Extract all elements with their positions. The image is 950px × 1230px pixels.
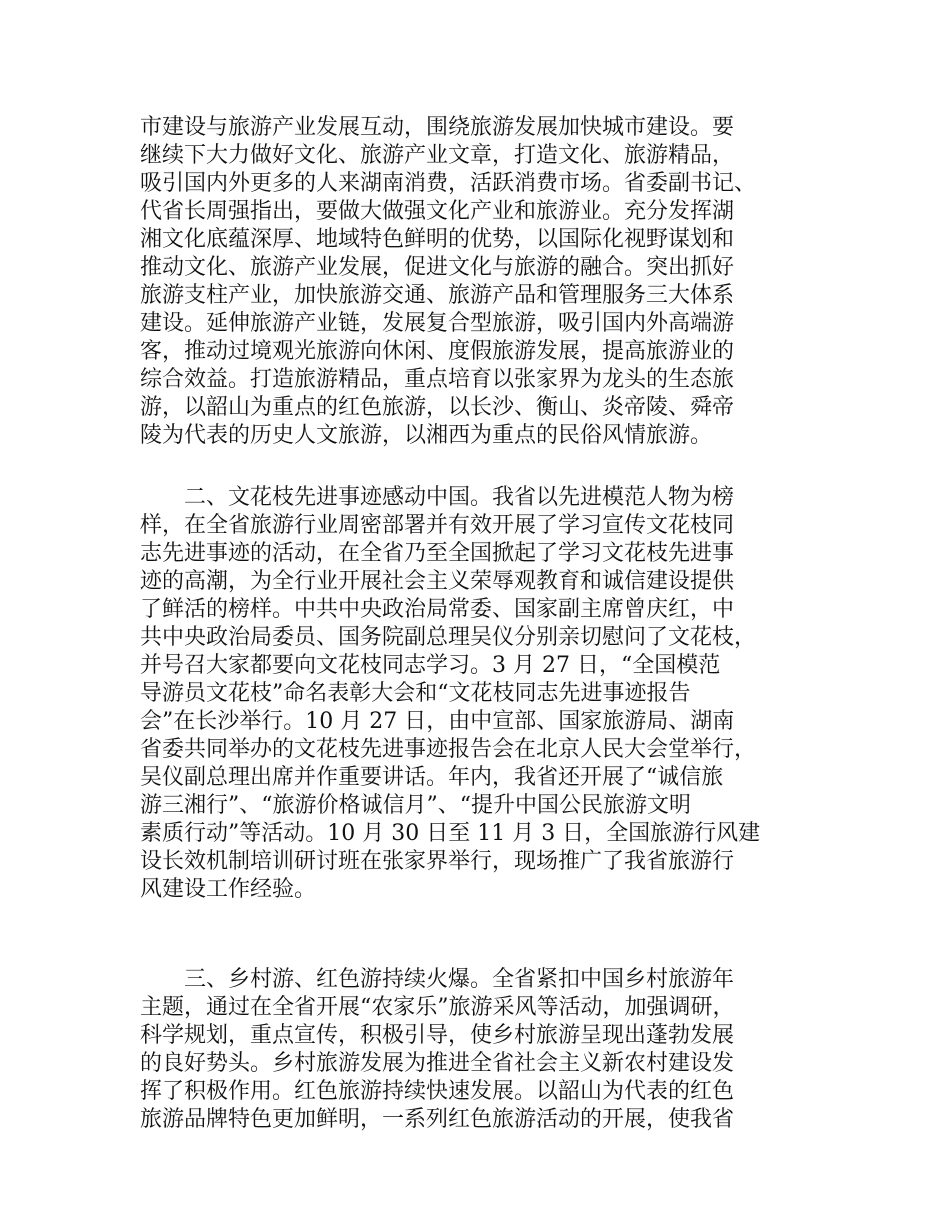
text-line: 挥了积极作用。红色旅游持续快速发展。以韶山为代表的红色	[140, 1079, 735, 1104]
text-line: 的良好势头。乡村旅游发展为推进全省社会主义新农村建设发	[140, 1051, 735, 1076]
text-line: 游三湘行”、“旅游价格诚信月”、“提升中国公民旅游文明	[140, 793, 691, 818]
text-line: 素质行动”等活动。10 月 30 日至 11 月 3 日，全国旅游行风建	[140, 821, 761, 846]
text-line: 综合效益。打造旅游精品，重点培育以张家界为龙头的生态旅	[140, 367, 735, 392]
text-line: 旅游品牌特色更加鲜明，一系列红色旅游活动的开展，使我省	[140, 1107, 735, 1132]
paragraph-1	[140, 114, 820, 450]
text-line: 样，在全省旅游行业周密部署并有效开展了学习宣传文花枝同	[140, 513, 735, 538]
paragraph-2	[140, 484, 820, 904]
text-line: 设长效机制培训研讨班在张家界举行，现场推广了我省旅游行	[140, 849, 735, 874]
text-line: 吸引国内外更多的人来湖南消费，活跃消费市场。省委副书记、	[140, 171, 757, 196]
text-line: 科学规划，重点宣传，积极引导，使乡村旅游呈现出蓬勃发展	[140, 1023, 735, 1048]
text-line: 共中央政治局委员、国务院副总理吴仪分别亲切慰问了文花枝，	[140, 625, 757, 650]
text-line: 省委共同举办的文花枝先进事迹报告会在北京人民大会堂举行，	[140, 737, 757, 762]
text-line: 会”在长沙举行。10 月 27 日，由中宣部、国家旅游局、湖南	[140, 709, 735, 734]
text-line: 了鲜活的榜样。中共中央政治局常委、国家副主席曾庆红，中	[140, 597, 735, 622]
paragraph-3	[140, 966, 820, 1134]
text-line: 导游员文花枝”命名表彰大会和“文花枝同志先进事迹报告	[140, 681, 691, 706]
text-line: 市建设与旅游产业发展互动，围绕旅游发展加快城市建设。要	[140, 115, 735, 140]
text-line: 推动文化、旅游产业发展，促进文化与旅游的融合。突出抓好	[140, 255, 735, 280]
text-line: 风建设工作经验。	[140, 877, 317, 902]
text-line: 代省长周强指出，要做大做强文化产业和旅游业。充分发挥湖	[140, 199, 735, 224]
text-line: 陵为代表的历史人文旅游，以湘西为重点的民俗风情旅游。	[140, 423, 713, 448]
text-line: 并号召大家都要向文花枝同志学习。3 月 27 日，“全国模范	[140, 653, 721, 678]
text-line: 继续下大力做好文化、旅游产业文章，打造文化、旅游精品，	[140, 143, 735, 168]
text-line: 建设。延伸旅游产业链，发展复合型旅游，吸引国内外高端游	[140, 311, 735, 336]
text-line: 游，以韶山为重点的红色旅游，以长沙、衡山、炎帝陵、舜帝	[140, 395, 735, 420]
text-line: 旅游支柱产业，加快旅游交通、旅游产品和管理服务三大体系	[140, 283, 735, 308]
text-line: 三、乡村游、红色游持续火爆。全省紧扣中国乡村旅游年	[140, 967, 735, 992]
text-line: 迹的高潮，为全行业开展社会主义荣辱观教育和诚信建设提供	[140, 569, 735, 594]
text-line: 二、文花枝先进事迹感动中国。我省以先进模范人物为榜	[140, 485, 735, 510]
text-line: 志先进事迹的活动，在全省乃至全国掀起了学习文花枝先进事	[140, 541, 735, 566]
text-line: 客，推动过境观光旅游向休闲、度假旅游发展，提高旅游业的	[140, 339, 735, 364]
text-line: 主题，通过在全省开展“农家乐”旅游采风等活动，加强调研，	[140, 995, 735, 1020]
text-line: 吴仪副总理出席并作重要讲话。年内，我省还开展了“诚信旅	[140, 765, 724, 790]
text-line: 湘文化底蕴深厚、地域特色鲜明的优势，以国际化视野谋划和	[140, 227, 735, 252]
